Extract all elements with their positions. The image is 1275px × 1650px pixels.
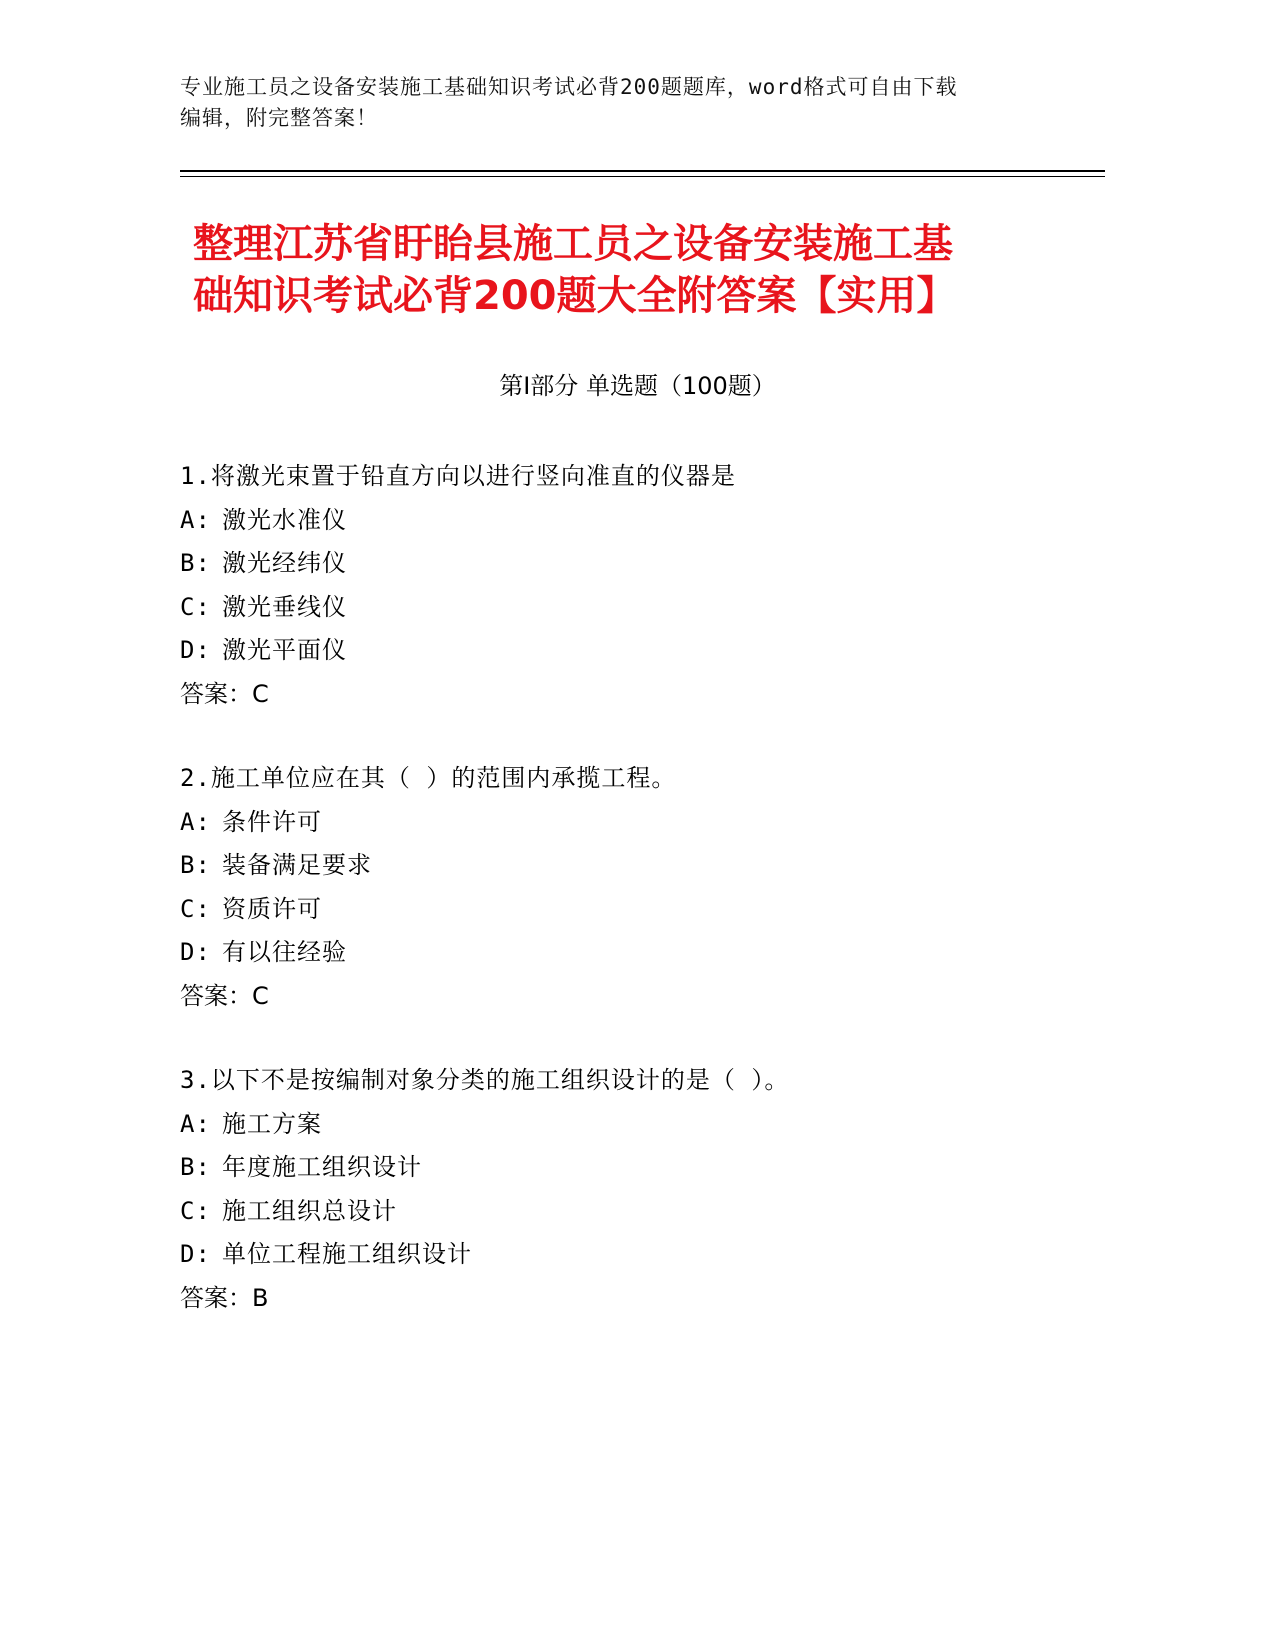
header-divider xyxy=(180,170,1105,172)
answer-option xyxy=(180,629,1080,673)
answer-option xyxy=(180,1233,1080,1277)
document-title-line: 础知识考试必背200题大全附答案【实用】 xyxy=(193,273,957,319)
option-key: B: xyxy=(180,1153,211,1181)
header-note-line: 专业施工员之设备安装施工基础知识考试必背200题题库，word格式可自由下载 xyxy=(180,75,958,99)
option-text: 施工组织总设计 xyxy=(222,1196,397,1225)
correct-answer: 答案：C xyxy=(180,981,269,1010)
answer-option xyxy=(180,1146,1080,1190)
option-key: A: xyxy=(180,1109,211,1138)
question-stem: 1.将激光束置于铅直方向以进行竖向准直的仪器是 xyxy=(180,462,736,490)
question-item xyxy=(180,757,1080,1018)
option-key: C: xyxy=(180,894,211,923)
option-text: 单位工程施工组织设计 xyxy=(222,1240,472,1268)
option-text: 激光水准仪 xyxy=(222,505,347,534)
option-key: A: xyxy=(180,505,211,534)
option-text: 资质许可 xyxy=(222,894,322,923)
correct-answer: 答案：C xyxy=(180,679,269,708)
option-key: D: xyxy=(180,636,211,664)
question-list xyxy=(180,455,1080,1361)
header-note xyxy=(180,72,1060,134)
question-stem: 2.施工单位应在其（ ）的范围内承揽工程。 xyxy=(180,764,677,792)
question-stem: 3.以下不是按编制对象分类的施工组织设计的是（ ）。 xyxy=(180,1066,790,1094)
option-text: 施工方案 xyxy=(222,1109,322,1138)
option-text: 装备满足要求 xyxy=(222,851,372,879)
answer-option xyxy=(180,844,1080,888)
correct-answer: 答案：B xyxy=(180,1283,269,1312)
option-key: C: xyxy=(180,1196,211,1225)
answer-option xyxy=(180,499,1080,543)
option-text: 有以往经验 xyxy=(222,938,347,966)
option-text: 激光垂线仪 xyxy=(222,592,347,621)
option-key: D: xyxy=(180,938,211,966)
header-note-line: 编辑，附完整答案！ xyxy=(180,106,378,130)
option-text: 激光平面仪 xyxy=(222,636,347,664)
document-title xyxy=(193,218,1053,322)
answer-option xyxy=(180,888,1080,932)
question-item xyxy=(180,1059,1080,1320)
question-item xyxy=(180,455,1080,716)
header-divider-thin xyxy=(180,176,1105,177)
answer-option xyxy=(180,1190,1080,1234)
option-key: D: xyxy=(180,1240,211,1268)
answer-option xyxy=(180,801,1080,845)
option-key: B: xyxy=(180,549,211,577)
option-text: 年度施工组织设计 xyxy=(222,1153,422,1181)
option-text: 条件许可 xyxy=(222,807,322,836)
answer-option xyxy=(180,931,1080,975)
answer-option xyxy=(180,542,1080,586)
option-key: A: xyxy=(180,807,211,836)
answer-option xyxy=(180,586,1080,630)
option-key: B: xyxy=(180,851,211,879)
document-title-line: 整理江苏省盱眙县施工员之设备安装施工基 xyxy=(193,221,953,267)
answer-option xyxy=(180,1103,1080,1147)
option-text: 激光经纬仪 xyxy=(222,549,347,577)
section-heading: 第I部分 单选题（100题） xyxy=(499,372,776,400)
option-key: C: xyxy=(180,592,211,621)
